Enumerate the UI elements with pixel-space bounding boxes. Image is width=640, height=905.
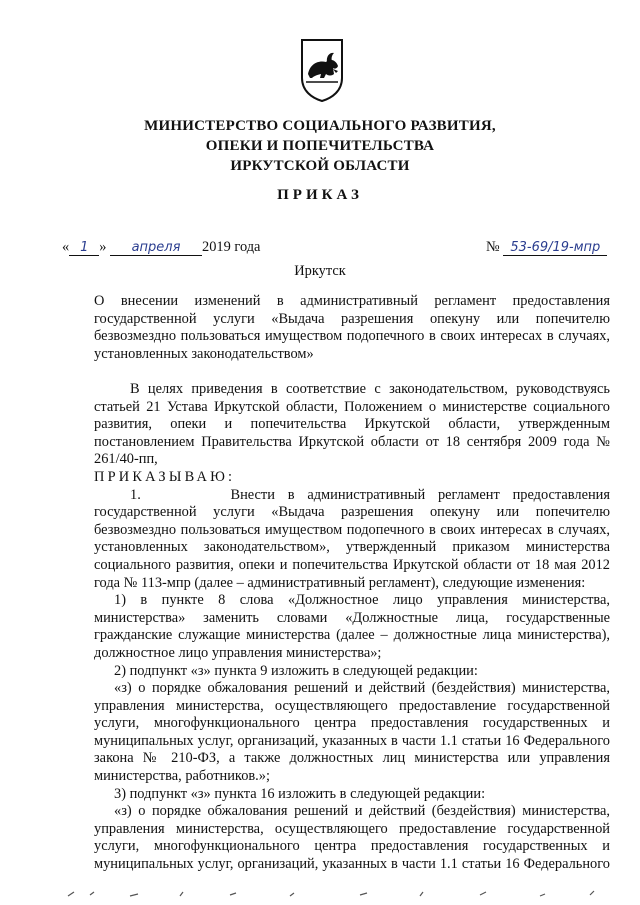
document-body bbox=[94, 381, 610, 874]
sub-item-1-paragraph: 1) в пункте 8 слова «Должностное лицо управления министерства, министерства» заменить словами «Должностные лица, государственные гражданские служащие министерства (далее – должностные лица министерства), должностное лицо управления министерства»; bbox=[94, 592, 610, 661]
date-close-quote: » bbox=[99, 239, 107, 255]
city: Иркутск bbox=[294, 263, 346, 279]
ministry-line-2: ОПЕКИ И ПОПЕЧИТЕЛЬСТВА bbox=[205, 138, 435, 154]
document-type: ПРИКАЗ bbox=[277, 187, 363, 203]
prikazyvayu-heading: ПРИКАЗЫВАЮ: bbox=[94, 468, 236, 485]
ministry-line-1: МИНИСТЕРСТВО СОЦИАЛЬНОГО РАЗВИТИЯ, bbox=[144, 118, 496, 134]
sub-item-3-text: «з) о порядке обжалования решений и действий (бездействия) министерства, управления министерства, осуществляющего предоставление государственной услуги, многофункционального центра предоставления государственных и муниципальных услуг, организаций, указанных в части 1.1 статьи 16 Федерального bbox=[94, 803, 610, 873]
number-value: 53-69/19-мпр bbox=[510, 240, 601, 255]
document-date bbox=[62, 239, 260, 257]
document-number bbox=[486, 239, 607, 257]
document-subject: О внесении изменений в административный регламент предоставления государственной услуги «Выдача разрешения опекуну или попечителю безвозмездно пользоваться имуществом подопечного в своих интересах в случаях, установленных законодательством» bbox=[94, 293, 610, 362]
item-1-paragraph: 1. Внести в административный регламент предоставления государственной услуги «Выдача разрешения опекуну или попечителю безвозмездно пользоваться имуществом подопечного в своих интересах в случаях, установленных законодательством», утвержденный приказом министерства социального развития, опеки и попечительства Иркутской области от 18 мая 2012 года № 113-мпр (далее – административный регламент), следующие изменения: bbox=[94, 486, 610, 591]
number-field bbox=[503, 240, 607, 256]
coat-of-arms-icon bbox=[300, 38, 344, 102]
date-year: 2019 года bbox=[202, 239, 261, 255]
sub-item-2-text: «з) о порядке обжалования решений и действий (бездействия) министерства, управления министерства, осуществляющего предоставление государственной услуги, многофункционального центра предоставления государственных и муниципальных услуг, организаций, указанных в части 1.1 статьи 16 Федерального закона № 210-ФЗ, а также должностных лиц министерства или управления министерства, работников.»; bbox=[94, 680, 610, 785]
sub-item-3-paragraph: 3) подпункт «з» пункта 16 изложить в следующей редакции: bbox=[114, 785, 486, 802]
date-month-field bbox=[110, 240, 202, 256]
page-edge-marks bbox=[60, 884, 620, 898]
date-month: апреля bbox=[131, 240, 181, 255]
intro-paragraph: В целях приведения в соответствие с законодательством, руководствуясь статьей 21 Устава Иркутской области, Положением о министерстве социального развития, опеки и попечительства Иркутской области, утвержденным постановлением Правительства Иркутской области от 18 сентября 2009 года № 261/40-пп, bbox=[94, 381, 610, 468]
ministry-name bbox=[0, 116, 640, 176]
date-open-quote: « bbox=[62, 239, 70, 255]
number-prefix: № bbox=[486, 239, 500, 255]
date-day-field bbox=[69, 240, 99, 256]
date-day: 1 bbox=[80, 240, 89, 255]
sub-item-2-paragraph: 2) подпункт «з» пункта 9 изложить в следующей редакции: bbox=[114, 662, 478, 679]
ministry-line-3: ИРКУТСКОЙ ОБЛАСТИ bbox=[230, 158, 410, 174]
